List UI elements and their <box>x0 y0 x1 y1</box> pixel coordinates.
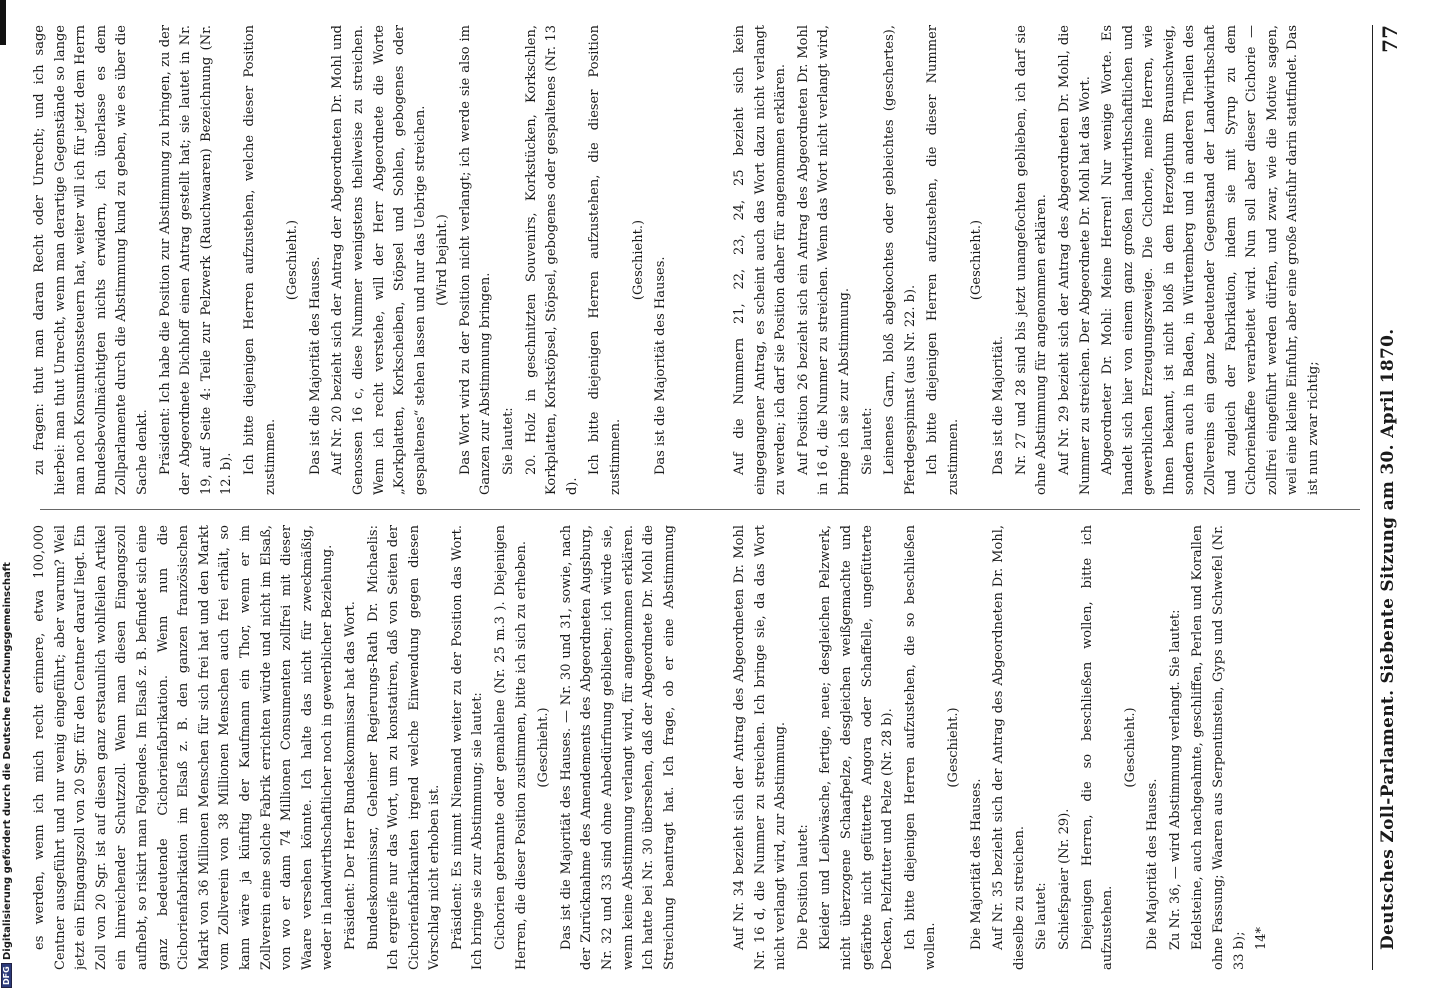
paragraph: (Geschieht.) <box>630 219 646 301</box>
left-column-bottom <box>730 525 1370 970</box>
paragraph: (Geschieht.) <box>1122 707 1138 788</box>
paragraph: Sie lautet: <box>1034 882 1050 950</box>
page-header <box>1378 25 1408 970</box>
paragraph: Auf Nr. 20 bezieht sich der Antrag der Abgeordneten Dr. Mohl und Genossen 16 c, diese Nummer wenigstens theilweise zu streichen. Wenn ich recht verstehe, will der Herr Abgeordnete die Worte „Korkplatten, Korkscheiben, Stöpsel und Sohlen, gebogenes oder gespaltenes“ stehen lassen und nur das Uebrige streichen. <box>330 25 428 495</box>
page-number: 77 <box>1378 25 1402 53</box>
paragraph: Bundeskommissar, Geheimer Regierungs-Rath Dr. Michaelis: Ich ergreife nur das Wort, um zu konstatiren, daß von Seiten der Cichorienfabrikanten irgend welche Einwendung gegen diesen Vorschlag nicht erhoben ist. <box>365 525 443 970</box>
paragraph: Das ist die Majorität des Hauses. <box>307 256 323 475</box>
paragraph: Das ist die Majorität des Hauses. — Nr. 30 und 31, sowie, nach der Zurücknahme des Amendements des Abgeordneten Augsburg, Nr. 32 und 33 sind ohne Anbedürfnung geblieben; ich würde sie, wenn keine Abstimmung verlangt wird, für angenommen erklären. Ich hatte bei Nr. 30 übersehen, daß der Abgeordnete Dr. Mohl die Streichung beantragt hat. Ich frage, ob er eine Abstimmung <box>558 525 677 970</box>
paragraph: zu fragen: thut man daran Recht oder Unrecht; und ich sage hierbei: man thut Unrecht, wenn man derartige Gegenstände so lange man noch Konsumtionssteuern hat, weiter will ich für jetzt dem Herrn Bundesbevollmächtigten nichts erwidern, ich überlasse es dem Zollparlamente durch die Abstimmung kund zu geben, wie es über die Sache denkt. <box>32 25 150 495</box>
paragraph: Präsident: Der Herr Bundeskommissar hat das Wort. <box>342 601 358 950</box>
paragraph: Ich bitte diejenigen Herren aufzustehen, die dieser Position zustimmen. <box>587 25 624 495</box>
paragraph: Die Majorität des Hauses. <box>1145 778 1161 950</box>
left-column <box>30 525 1370 970</box>
paragraph: (Geschieht.) <box>945 707 961 788</box>
paragraph: Die Position lautet: <box>795 824 811 950</box>
right-column-bottom <box>730 25 1370 495</box>
paragraph: 20. Holz in geschnitzten Souvenirs, Korkstücken, Korkschlen, Korkplatten, Korkstöpsel, Stöpsel, gebogenes oder gespaltenes (Nr. 13 d). <box>523 25 580 495</box>
paragraph: Cichorien gebrannte oder gemahlene (Nr. 25 m.3 ). Diejenigen Herren, die dieser Position zustimmen, bitte ich sich zu erheben. <box>493 525 529 970</box>
paragraph: Ich bitte diejenigen Herren aufzustehen, welche dieser Position zustimmen. <box>241 25 278 495</box>
digitization-footer <box>0 0 16 1000</box>
paragraph: Zu Nr. 36, — wird Abstimmung verlangt. Sie lautet: <box>1167 609 1183 950</box>
paragraph: Edelsteine, auch nachgeahmte, geschliffen, Perlen und Korallen ohne Fassung; Waaren aus Serpentinstein, Gyps und Schwefel (Nr. 33 b); <box>1190 525 1247 970</box>
paragraph: Auf Nr. 34 bezieht sich der Antrag des Abgeordneten Dr. Mohl Nr. 16 d, die Nummer zu streichen. Ich bringe sie, da das Wort nicht verlangt wird, zur Abstimmung. <box>732 525 789 970</box>
paragraph: Abgeordneter Dr. Mohl: Meine Herren! Nur wenige Worte. Es handelt sich hier von einem ganz großen landwirthschaftlichen und gewerblichen Erzeugungszweige. Die Cichorie, meine Herren, wie Ihnen bekannt, ist nicht bloß in dem Herzogthum Braunschweig, sondern auch in Baden, in Würtemberg und in anderen Theilen des Zollvereins ein ganz bedeutender Gegenstand der Landwirthschaft und zugleich der Fabrikation, indem sie mit Syrup zu dem Cichorienkaffee verarbeitet wird. Nun soll aber dieser Cichorie — zollfrei eingeführt werden dürfen, und zwar, wie die Motive sagen, weil eine kleine Einfuhr, aber eine große Ausfuhr darin stattfindet. Das ist nun zwar richtig; <box>1100 25 1322 495</box>
left-column-top <box>30 525 680 970</box>
right-column-top <box>30 25 680 495</box>
running-title: Deutsches Zoll-Parlament. Siebente Sitzung am 30. April 1870. <box>1378 328 1398 950</box>
paragraph: Auf Nr. 35 bezieht sich der Antrag des Abgeordneten Dr. Mohl, dieselbe zu streichen. <box>991 525 1027 970</box>
paragraph: es werden, wenn ich mich recht erinnere, etwa 100,000 Centner ausgeführt und nur wenig eingeführt; aber warum? Weil jetzt ein Eingangszoll von 20 Sgr. für den Centner darauf liegt. Ein Zoll von 20 Sgr. ist auf diesen ganz erstaunlich wohlfeilen Artikel ein hinreichender Schutzzoll. Wenn man diesen Eingangszoll aufhebt, so riskirt man Folgendes. Im Elsaß z. B. befindet sich eine ganz bedeutende Cichorienfabrikation. Wenn nun die Cichorienfabrikation im Elsaß z. B. den ganzen französischen Markt von 36 Millionen Menschen für sich frei hat und den Markt vom Zollverein von 38 Millionen Menschen auch frei erhält, so kann wäre ja künftig der Kaufmann ein Thor, wenn er im Zollverein eine solche Fabrik errichten würde und nicht im Elsaß, von wo er dann 74 Millionen Consumenten zollfrei mit dieser Waare versehen könnte. Ich halte das nicht für zweckmäßig, weder in landwirthschaftlicher noch in gewerblicher Beziehung. <box>32 525 336 970</box>
paragraph: (Wird bejaht.) <box>435 214 451 306</box>
column-separator <box>40 509 1360 510</box>
paragraph: Präsident: Es nimmt Niemand weiter zu der Position das Wort. Ich bringe sie zur Abstimmung; sie lautet: <box>449 525 486 970</box>
paragraph: Das Wort wird zu der Position nicht verlangt; ich werde sie also im Ganzen zur Abstimmung bringen. <box>457 25 494 495</box>
paragraph: Schiefspaier (Nr. 29). <box>1056 808 1072 950</box>
paragraph: Diejenigen Herren, die so beschließen wollen, bitte ich aufzustehen. <box>1079 525 1116 970</box>
paragraph: Auf Position 26 bezieht sich ein Antrag des Abgeordneten Dr. Mohl in 16 d, die Nummer zu streichen. Wenn das Wort nicht verlangt wird, bringe ich sie zur Abstimmung. <box>795 25 852 495</box>
paragraph: Ich bitte diejenigen Herren aufzustehen, die so beschließen wollen. <box>902 525 939 970</box>
paragraph: 14* <box>1254 926 1270 950</box>
paragraph: Das ist die Majorität des Hauses. <box>653 256 669 475</box>
paragraph: Auf die Nummern 21, 22, 23, 24, 25 bezieht sich kein eingegangener Antrag, es scheint auch das Wort dazu nicht verlangt zu werden; ich darf sie Position daher für angenommen erklären. <box>732 25 789 495</box>
paragraph: (Geschieht.) <box>968 219 984 301</box>
paragraph: Auf Nr. 29 bezieht sich der Antrag des Abgeordneten Dr. Mohl, die Nummer zu streichen. Der Abgeordnete Dr. Mohl hat das Wort. <box>1056 25 1093 495</box>
paragraph: Ich bitte diejenigen Herren aufzustehen, die dieser Nummer zustimmen. <box>925 25 961 495</box>
paragraph: Das ist die Majorität. <box>991 335 1007 475</box>
paragraph: Nr. 27 und 28 sind bis jetzt unangefochten geblieben, ich darf sie ohne Abstimmung für angenommen erklären. <box>1013 25 1050 495</box>
footer-credit: Digitalisierung gefördert durch die Deutsche Forschungsgemeinschaft <box>2 562 13 960</box>
paragraph: Sie lautet: <box>859 407 875 475</box>
paragraph: Präsident: Ich habe die Position zur Abstimmung zu bringen, zu der der Abgeordnete Dichhoff einen Antrag gestellt hat; sie lautet in Nr. 19, auf Seite 4: Teile zur Pelzwerk (Rauchwaaren) Bezeichnung (Nr. 12. b). <box>157 25 235 495</box>
paragraph: Sie lautet: <box>501 407 517 475</box>
dfg-logo: DFG <box>1 963 12 988</box>
paragraph: (Geschieht.) <box>285 219 301 301</box>
paragraph: (Geschieht.) <box>536 707 552 788</box>
right-column <box>30 25 1370 495</box>
paragraph: Die Majorität des Hauses. <box>968 778 984 950</box>
header-rule <box>1372 25 1373 970</box>
paragraph: Leinenes Garn, bloß abgekochtes oder gebleichtes (geschertes), Pferdegespinnst (aus Nr. 22. b). <box>882 25 918 495</box>
paragraph: Kleider und Leibwäsche, fertige, neue; desgleichen Pelzwerk, nicht überzogene Schaafpelze, desgleichen weißgemachte und gefärbte nicht gefütterte Angora oder Schaffelle, ungefütterte Decken, Pelzfutter und Pelze (Nr. 28 b). <box>818 525 896 970</box>
